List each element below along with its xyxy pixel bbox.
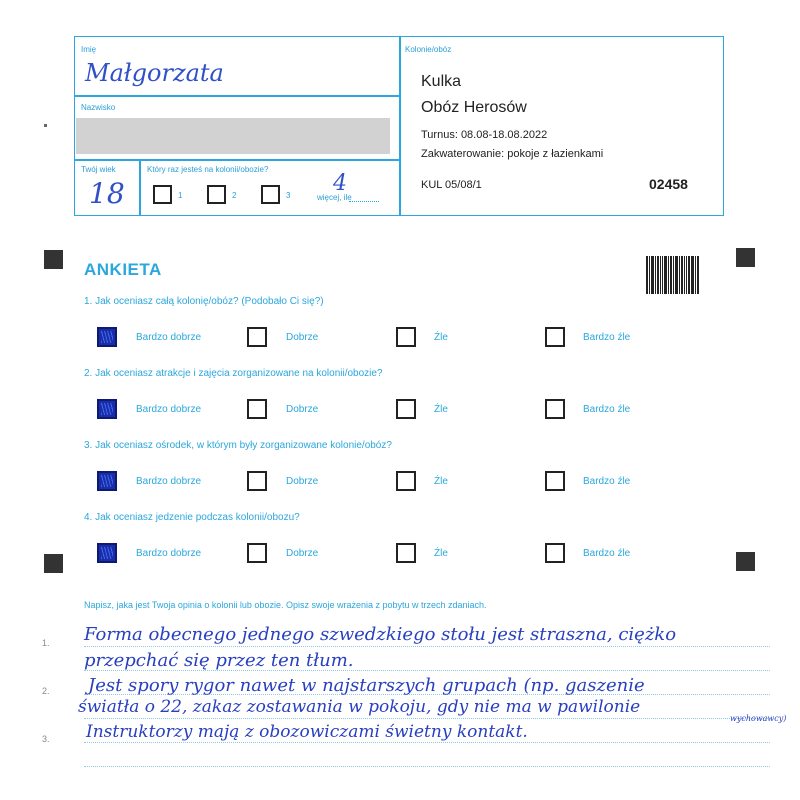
q3-bardzo-dobrze-label: Bardzo dobrze bbox=[136, 476, 202, 487]
q2-bardzo-zle-label: Bardzo źle bbox=[583, 404, 631, 415]
visit-2-label: 2 bbox=[232, 191, 237, 200]
writing-line bbox=[84, 742, 770, 743]
wiecej-line bbox=[349, 201, 379, 202]
q2-bardzo-zle-checkbox[interactable] bbox=[545, 399, 565, 419]
registration-mark-bottom-right bbox=[736, 552, 755, 571]
answer-line-2[interactable]: przepchać się przez ten tłum. bbox=[84, 650, 354, 671]
camp-code: KUL 05/08/1 bbox=[421, 179, 482, 191]
question-2: 2. Jak oceniasz atrakcje i zajęcia zorganizowane na kolonii/obozie? bbox=[84, 368, 383, 379]
question-4: 4. Jak oceniasz jedzenie podczas kolonii/obozu? bbox=[84, 512, 300, 523]
q2-zle-label: Źle bbox=[434, 404, 448, 415]
imie-value[interactable]: Małgorzata bbox=[85, 59, 224, 87]
q4-zle-label: Źle bbox=[434, 548, 448, 559]
wiek-label: Twój wiek bbox=[81, 165, 116, 174]
answer-line-3[interactable]: Jest spory rygor nawet w najstarszych grupach (np. gaszenie bbox=[88, 675, 645, 696]
q4-bardzo-zle-label: Bardzo źle bbox=[583, 548, 631, 559]
header-divider bbox=[399, 37, 401, 215]
registration-mark-top-right bbox=[736, 248, 755, 267]
answer-line-5[interactable]: Instruktorzy mają z obozowiczami świetny kontakt. bbox=[86, 722, 528, 742]
q3-zle-label: Źle bbox=[434, 476, 448, 487]
camp-title: Obóz Herosów bbox=[421, 99, 527, 116]
q3-zle-checkbox[interactable] bbox=[396, 471, 416, 491]
q3-dobrze-checkbox[interactable] bbox=[247, 471, 267, 491]
answer-line-4[interactable]: światła o 22, zakaz zostawania w pokoju, gdy nie ma w pawilonie bbox=[78, 697, 641, 717]
q1-zle-checkbox[interactable] bbox=[396, 327, 416, 347]
wiecej-value[interactable]: 4 bbox=[333, 171, 347, 196]
answer-line-1[interactable]: Forma obecnego jednego szwedzkiego stołu jest straszna, ciężko bbox=[84, 624, 677, 645]
question-1: 1. Jak oceniasz całą kolonię/obóz? (Podobało Ci się?) bbox=[84, 296, 324, 307]
q1-dobrze-checkbox[interactable] bbox=[247, 327, 267, 347]
imie-divider bbox=[75, 95, 399, 97]
wiek-divider bbox=[139, 159, 141, 215]
line-number-1: 1. bbox=[42, 638, 50, 648]
q2-zle-checkbox[interactable] bbox=[396, 399, 416, 419]
writing-line bbox=[84, 766, 770, 767]
zakwaterowanie: Zakwaterowanie: pokoje z łazienkami bbox=[421, 148, 604, 160]
q4-zle-checkbox[interactable] bbox=[396, 543, 416, 563]
q3-bardzo-zle-label: Bardzo źle bbox=[583, 476, 631, 487]
q4-bardzo-zle-checkbox[interactable] bbox=[545, 543, 565, 563]
q4-dobrze-label: Dobrze bbox=[286, 548, 319, 559]
visit-3-label: 3 bbox=[286, 191, 291, 200]
kolonie-label: Kolonie/obóz bbox=[405, 45, 452, 54]
q1-bardzo-zle-label: Bardzo źle bbox=[583, 332, 631, 343]
visit-3-checkbox[interactable] bbox=[261, 185, 280, 204]
q3-bardzo-zle-checkbox[interactable] bbox=[545, 471, 565, 491]
margin-dot bbox=[44, 124, 47, 127]
q2-bardzo-dobrze-checkbox[interactable] bbox=[97, 399, 117, 419]
wiecej-label: więcej, ile bbox=[317, 193, 352, 202]
ktory-raz-label: Który raz jesteś na kolonii/obozie? bbox=[147, 165, 269, 174]
nazwisko-divider bbox=[75, 159, 399, 161]
form-number: 02458 bbox=[649, 176, 688, 192]
line-number-2: 2. bbox=[42, 686, 50, 696]
answer-note[interactable]: wychowawcy) bbox=[730, 714, 787, 723]
visit-1-label: 1 bbox=[178, 191, 183, 200]
survey-title: ANKIETA bbox=[84, 260, 162, 279]
q4-dobrze-checkbox[interactable] bbox=[247, 543, 267, 563]
visit-1-checkbox[interactable] bbox=[153, 185, 172, 204]
writing-line bbox=[84, 646, 770, 647]
q3-dobrze-label: Dobrze bbox=[286, 476, 319, 487]
q1-bardzo-zle-checkbox[interactable] bbox=[545, 327, 565, 347]
opinion-instruction: Napisz, jaka jest Twoja opinia o kolonii lub obozie. Opisz swoje wrażenia z pobytu w trzech zdaniach. bbox=[84, 600, 487, 610]
q1-bardzo-dobrze-label: Bardzo dobrze bbox=[136, 332, 202, 343]
q2-dobrze-label: Dobrze bbox=[286, 404, 319, 415]
question-3: 3. Jak oceniasz ośrodek, w którym były zorganizowane kolonie/obóz? bbox=[84, 440, 392, 451]
registration-mark-bottom-left bbox=[44, 554, 63, 573]
visit-2-checkbox[interactable] bbox=[207, 185, 226, 204]
q3-bardzo-dobrze-checkbox[interactable] bbox=[97, 471, 117, 491]
barcode-icon bbox=[646, 256, 702, 294]
registration-mark-top-left bbox=[44, 250, 63, 269]
imie-label: Imię bbox=[81, 45, 97, 54]
line-number-3: 3. bbox=[42, 734, 50, 744]
writing-line bbox=[84, 718, 770, 719]
q4-bardzo-dobrze-label: Bardzo dobrze bbox=[136, 548, 202, 559]
q4-bardzo-dobrze-checkbox[interactable] bbox=[97, 543, 117, 563]
q1-zle-label: Źle bbox=[434, 332, 448, 343]
camp-name: Kulka bbox=[421, 73, 462, 90]
turnus: Turnus: 08.08-18.08.2022 bbox=[421, 129, 548, 141]
q2-dobrze-checkbox[interactable] bbox=[247, 399, 267, 419]
redacted-surname bbox=[76, 118, 390, 154]
q1-bardzo-dobrze-checkbox[interactable] bbox=[97, 327, 117, 347]
nazwisko-label: Nazwisko bbox=[81, 103, 116, 112]
wiek-value[interactable]: 18 bbox=[89, 177, 125, 210]
q2-bardzo-dobrze-label: Bardzo dobrze bbox=[136, 404, 202, 415]
q1-dobrze-label: Dobrze bbox=[286, 332, 319, 343]
